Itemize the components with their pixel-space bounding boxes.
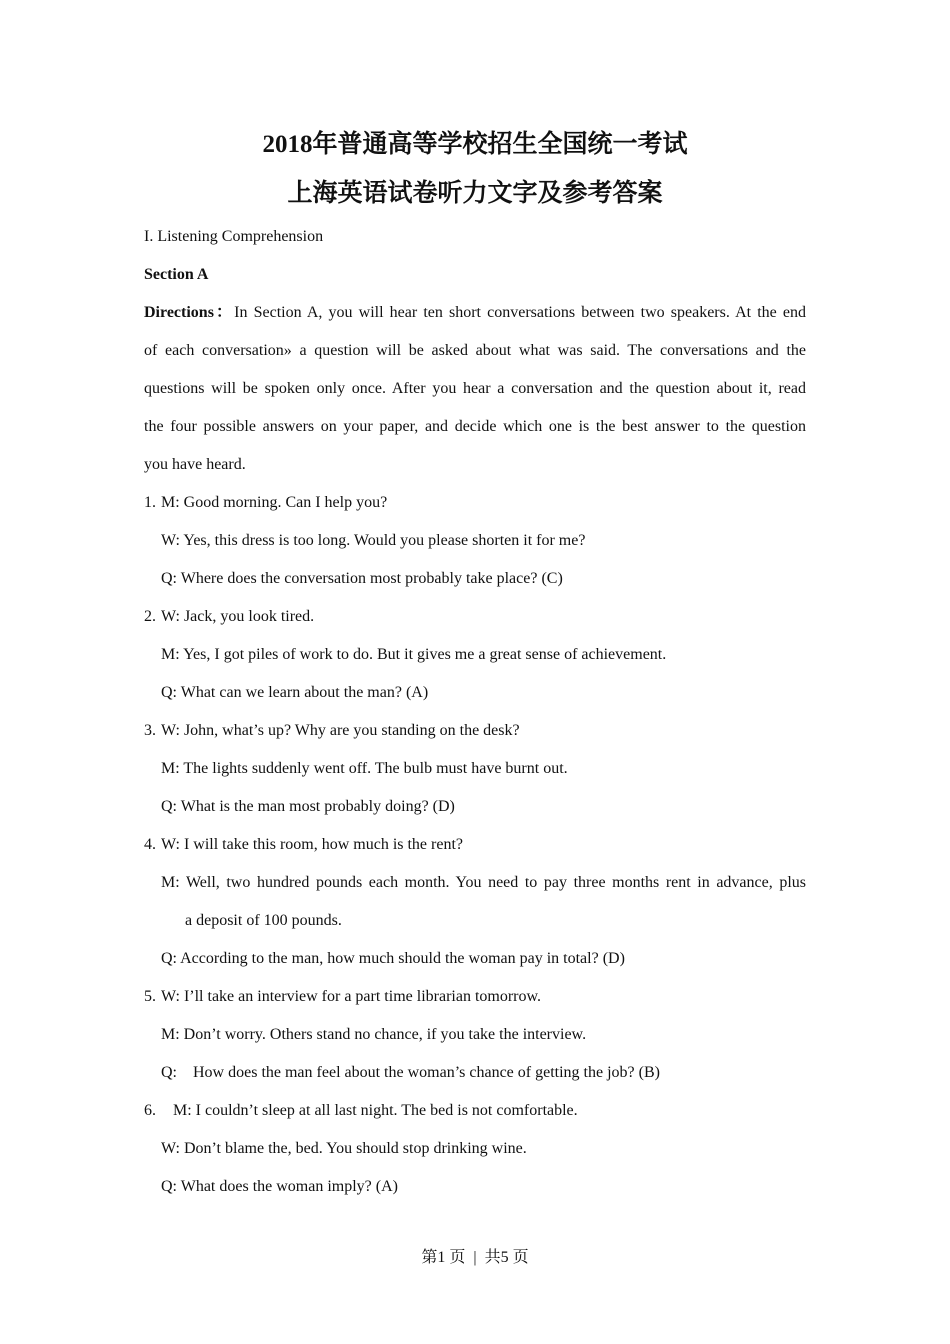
item-4-line-1: W: I will take this room, how much is the rent?	[161, 836, 464, 853]
item-2-number: 2.	[144, 608, 156, 625]
item-3-question: Q: What is the man most probably doing? (D)	[161, 798, 455, 815]
item-6-number: 6.	[144, 1102, 156, 1119]
item-4-question: Q: According to the man, how much should the woman pay in total? (D)	[161, 950, 625, 967]
part-heading: I. Listening Comprehension	[144, 228, 324, 245]
directions-line-3: questions will be spoken only once. After you hear a conversation and the question about it, read	[144, 380, 806, 397]
item-3-line-1: W: John, what’s up? Why are you standing on the desk?	[161, 722, 520, 739]
item-5-line-1: W: I’ll take an interview for a part time librarian tomorrow.	[161, 988, 541, 1005]
item-4-line-2: M: Well, two hundred pounds each month. You need to pay three months rent in advance, plus	[161, 874, 806, 891]
item-6-line-1: M: I couldn’t sleep at all last night. The bed is not comfortable.	[173, 1102, 578, 1119]
item-3-line-2: M: The lights suddenly went off. The bulb must have burnt out.	[161, 760, 568, 777]
item-4-line-3: a deposit of 100 pounds.	[185, 912, 342, 929]
directions-line-5: you have heard.	[144, 456, 246, 473]
item-1-line-1: M: Good morning. Can I help you?	[161, 494, 388, 511]
item-1-number: 1.	[144, 494, 156, 511]
directions-line-1	[144, 303, 806, 323]
item-1-question: Q: Where does the conversation most probably take place? (C)	[161, 570, 563, 587]
directions-line-2: of each conversation» a question will be asked about what was said. The conversations and the	[144, 342, 806, 359]
directions-line-4: the four possible answers on your paper, and decide which one is the best answer to the question	[144, 418, 806, 435]
item-2-line-1: W: Jack, you look tired.	[161, 608, 315, 625]
item-6-question: Q: What does the woman imply? (A)	[161, 1178, 398, 1195]
item-2-question: Q: What can we learn about the man? (A)	[161, 684, 429, 701]
directions-text: In Section A, you will hear ten short conversations between two speakers. At the end	[234, 304, 807, 321]
page-footer: 第1 页 | 共5 页	[421, 1249, 529, 1266]
item-2-line-2: M: Yes, I got piles of work to do. But it gives me a great sense of achievement.	[161, 646, 667, 663]
directions-label: Directions：	[144, 304, 235, 321]
item-5-question: Q: How does the man feel about the woman’s chance of getting the job? (B)	[161, 1064, 660, 1081]
section-heading: Section A	[144, 266, 209, 283]
title-line-2: 上海英语试卷听力文字及参考答案	[287, 180, 663, 207]
item-3-number: 3.	[144, 722, 156, 739]
item-5-number: 5.	[144, 988, 156, 1005]
item-4-number: 4.	[144, 836, 156, 853]
title-line-1: 2018年普通高等学校招生全国统一考试	[262, 131, 688, 158]
item-1-line-2: W: Yes, this dress is too long. Would you please shorten it for me?	[161, 532, 586, 549]
item-5-line-2: M: Don’t worry. Others stand no chance, if you take the interview.	[161, 1026, 587, 1043]
item-6-line-2: W: Don’t blame the, bed. You should stop drinking wine.	[161, 1140, 527, 1157]
